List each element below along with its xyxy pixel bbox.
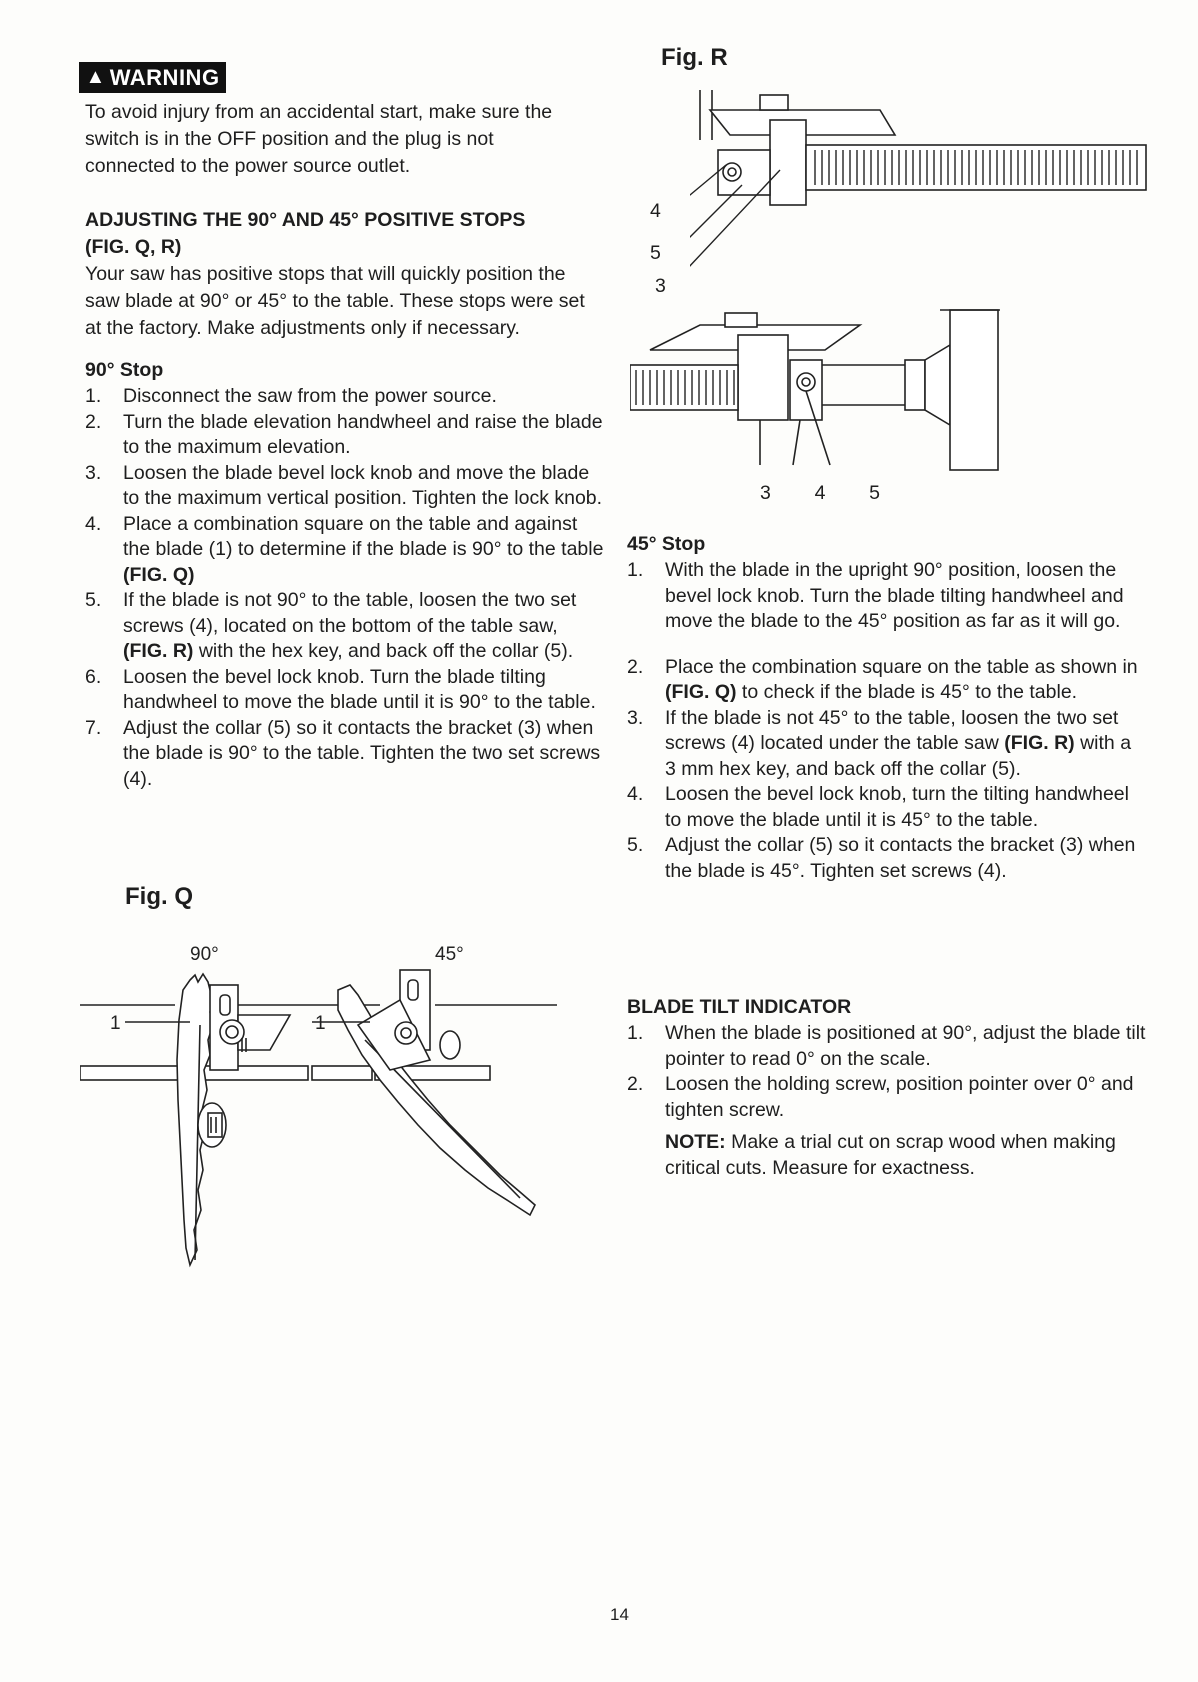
page-number: 14: [610, 1605, 629, 1624]
fig-r-bottom-callouts: 3 4 5: [760, 482, 880, 504]
list-item: 2. Turn the blade elevation handwheel and raise the blade to the maximum elevation.: [85, 410, 603, 458]
adjust-intro: Your saw has positive stops that will quickly position the saw blade at 90° or 45° to the table. These stops were set at the factory. Make adjustments only if necessary.: [85, 263, 585, 339]
note-label: NOTE:: [665, 1131, 726, 1153]
adjust-heading-line1: ADJUSTING THE 90° AND 45° POSITIVE STOPS: [85, 209, 526, 231]
fig-r-callout-4: 4: [650, 200, 661, 222]
adjust-heading-line2: (FIG. Q, R): [85, 236, 182, 258]
fig-r-top-illustration: [690, 90, 1150, 300]
list-item: 2. Place the combination square on the table as shown in (FIG. Q) to check if the blade is 45° to the table.: [627, 655, 1138, 703]
list-item: 4. Loosen the bevel lock knob, turn the tilting handwheel to move the blade until it is 45° to the table.: [627, 783, 1129, 831]
warning-text: To avoid injury from an accidental start, make sure the switch is in the OFF position and the plug is not connected to the power source outlet.: [85, 101, 553, 177]
list-item: 7. Adjust the collar (5) so it contacts the bracket (3) when the blade is 90° to the table. Tighten the two set screws (4).: [85, 716, 601, 790]
tilt-steps: [627, 1021, 1147, 1123]
stop45-heading: 45° Stop: [627, 533, 706, 555]
note-text: Make a trial cut on scrap wood when making critical cuts. Measure for exactness.: [665, 1131, 1116, 1179]
stop90-steps: [85, 384, 607, 792]
list-item: 5. Adjust the collar (5) so it contacts the bracket (3) when the blade is 45°. Tighten set screws (4).: [627, 834, 1136, 882]
fig-q-label-45: 45°: [435, 944, 464, 965]
warning-badge: [79, 62, 226, 93]
fig-r-bottom-illustration: [630, 305, 1110, 480]
adjust-heading: [85, 207, 605, 261]
list-item: 2. Loosen the holding screw, position pointer over 0° and tighten screw.: [627, 1073, 1134, 1121]
stop90-heading: 90° Stop: [85, 359, 164, 381]
fig-q-title: Fig. Q: [125, 883, 193, 910]
list-item: 6. Loosen the bevel lock knob. Turn the blade tilting handwheel to move the blade until it is 90° to the table.: [85, 665, 596, 713]
stop45-steps: [627, 558, 1147, 884]
fig-q-illustration: [80, 930, 620, 1320]
list-item: 1. With the blade in the upright 90° position, loosen the bevel lock knob. Turn the blade tilting handwheel and move the blade to the 45° position as far as it will go.: [627, 559, 1124, 632]
list-item: 3. If the blade is not 45° to the table, loosen the two set screws (4) located under the table saw (FIG. R) with a 3 mm hex key, and back off the collar (5).: [627, 706, 1132, 780]
fig-r-callout-3: 3: [655, 275, 666, 297]
list-item: 3. Loosen the blade bevel lock knob and move the blade to the maximum vertical position. Tighten the lock knob.: [85, 461, 603, 509]
list-item: 4. Place a combination square on the table and against the blade (1) to determine if the blade is 90° to the table (FIG. Q): [85, 512, 604, 586]
tilt-note: [665, 1129, 1145, 1181]
warning-triangle-icon: ▲: [85, 66, 106, 88]
fig-r-title: Fig. R: [661, 44, 728, 71]
list-item: 1. Disconnect the saw from the power source.: [85, 385, 497, 407]
fig-q-callout-1b: 1: [315, 1013, 326, 1034]
fig-q-callout-1a: 1: [110, 1013, 121, 1034]
tilt-heading: BLADE TILT INDICATOR: [627, 996, 852, 1018]
fig-q-label-90: 90°: [190, 944, 219, 965]
list-item: 5. If the blade is not 90° to the table, loosen the two set screws (4), located on the bottom of the table saw, (FIG. R) with the hex key, and back off the collar (5).: [85, 589, 577, 662]
list-item: 1. When the blade is positioned at 90°, adjust the blade tilt pointer to read 0° on the scale.: [627, 1022, 1146, 1070]
warning-badge-label: WARNING: [109, 64, 220, 90]
fig-r-callout-5: 5: [650, 242, 661, 264]
